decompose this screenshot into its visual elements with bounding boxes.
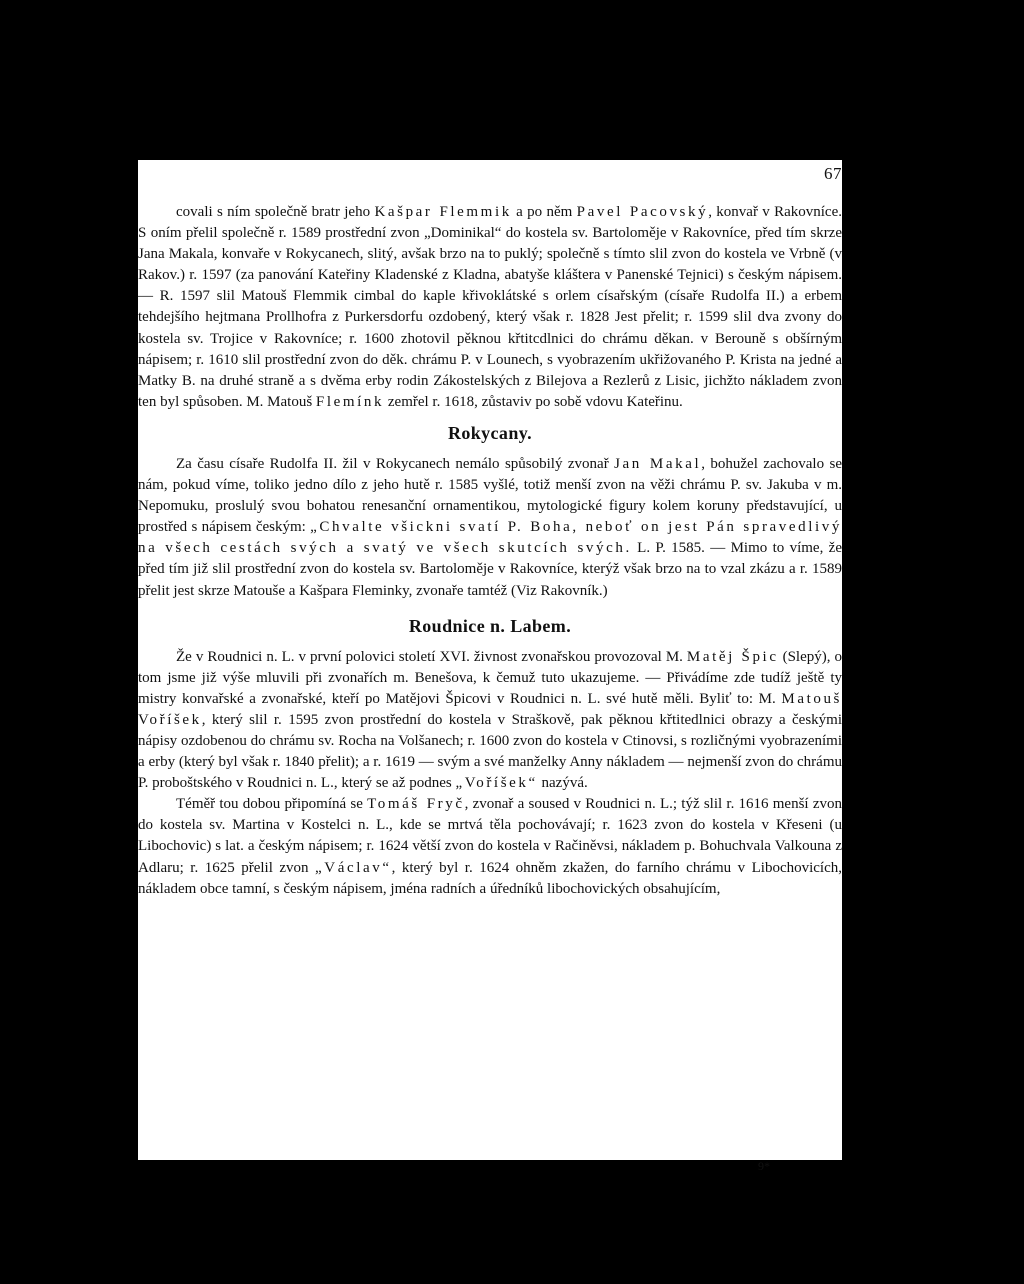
- signature-mark: 9*: [758, 1159, 770, 1173]
- text-run: , který byl r. 1624 ohněm zkažen, do farního chrámu v Libochovicích, nákladem obce tamní, s českým nápisem, jména radních a úředníků libochovických obsahujícím,: [138, 859, 842, 897]
- spaced-name: Flemínk: [315, 393, 385, 410]
- text-run: nazývá.: [537, 775, 588, 792]
- text-run: a po něm: [511, 204, 577, 220]
- text-run: Téměř tou dobou připomíná se: [176, 796, 368, 813]
- spaced-name: Kašpar Flemmik: [374, 204, 512, 220]
- text-run: Že v Roudnici n. L. v první polovici století XVI. živnost zvonařskou provozoval M.: [176, 648, 687, 665]
- spaced-name: „Voříšek“: [455, 775, 538, 792]
- heading-rokycany: Rokycany.: [447, 422, 533, 443]
- page-number: 67: [824, 164, 842, 183]
- text-run: L. P. 1585. — Mimo to víme, že před tím již slil prostřední zvon do kostela sv. Bartoloměje v Rakovníce, kterýž však brzo na to vzal zkázu a r. 1589 přelit jest skrze Matouše a Kašpara Fleminky, zvonaře tamtéž (Viz Rakovník.): [138, 540, 842, 599]
- document-page: [138, 160, 843, 1173]
- text-run: covali s ním společně bratr jeho: [176, 204, 375, 220]
- text-run: (Slepý), o tom jsme již výše mluvili při zvonařích m. Benešova, k čemuž tuto ukazujeme. — Přivádíme zde tudíž ještě ty mistry konvařské a zvonařské, kteří po Matějovi Špicovi v Roudnici n. L. své hutě měli. Byliť to: M.: [138, 648, 842, 707]
- spaced-name: Jan Makal: [614, 455, 702, 472]
- spaced-name: Pavel Pacovský: [576, 204, 709, 220]
- spaced-name: Matěj Špic: [686, 648, 779, 665]
- text-run: zemřel r. 1618, zůstaviv po sobě vdovu Kateřinu.: [384, 393, 683, 410]
- text-run: Za času císaře Rudolfa II. žil v Rokycanech nemálo spůsobilý zvonař: [176, 455, 615, 472]
- heading-roudnice: Roudnice n. Labem.: [408, 615, 572, 636]
- paragraph-rokycany: [138, 454, 842, 602]
- spaced-name: „Chvalte všickni svatí P. Boha, neboť on jest Pán spravedlivý na všech cestách svých a svatý ve všech skutcích svých.: [138, 519, 843, 557]
- document-body: [138, 202, 842, 900]
- paragraph-rakovnik-continued: [138, 202, 842, 413]
- paragraph-roudnice-2: [138, 794, 842, 899]
- text-run: , bohužel zachovalo se nám, pokud víme, toliko jedno dílo z jeho hutě r. 1585 vyšlé, totiž menší zvon na věži chrámu P. sv. Jakuba v m. Nepomuku, proslulý svou bohatou renesanční ornamentikou, mytologické figury kolem koruny představující, u prostřed s nápisem českým:: [138, 455, 842, 536]
- text-run: , který slil r. 1595 zvon prostřední do kostela v Straškově, pak pěknou křtitedlnici obrazy a českými nápisy ozdobenou do chrámu sv. Rocha na Volšanech; r. 1600 zvon do kostela v Ctinovsi, s rozličnými vyobrazeními a erby (který byl však r. 1840 přelit); a r. 1619 — svým a své manželky Anny nákladem — nejmenší zvon do chrámu P. proboštského v Roudnici n. L., který se až podnes: [138, 711, 842, 792]
- text-run: , zvonař a soused v Roudnici n. L.; týž slil r. 1616 menší zvon do kostela sv. Martina v Kostelci n. L., kde se mrtvá těla pochovávají; r. 1623 zvon do kostela v Křeseni (u Libochovic) s lat. a českým nápisem; r. 1624 větší zvon do kostela v Račiněvsi, nákladem p. Bohuchvala Valkouna z Adlaru; r. 1625 přelil zvon: [138, 796, 842, 876]
- text-run: , konvař v Rakovníce. S oním přelil společně r. 1589 prostřední zvon „Dominikal“ do kostela sv. Bartoloměje v Rakovníce, před tím skrze Jana Makala, konvaře v Rokycanech, slitý, avšak brzo na to puklý; společně s tímto slil zvon do kostela ve Vrbně (v Rakov.) r. 1597 (za panování Kateřiny Kladenské z Kladna, abatyše kláštera v Panenské Tejnici) s českým nápisem. — R. 1597 slil Matouš Flemmik cimbal do kaple křivoklátské s orlem císařským (císaře Rudolfa II.) a erbem tehdejšího hejtmana Prollhofra z Purkersdorfu ozdobený, který však r. 1828 Jest přelit; r. 1599 slil dva zvony do kostela sv. Trojice v Rakovníce; r. 1600 zhotovil pěknou křtitcdlnici do chrámu děkan. v Berouně s obšírným nápisem; r. 1610 slil prostřední zvon do děk. chrámu P. v Lounech, s vyobrazením ukřižovaného P. Krista na jedné a Matky B. na druhé straně a s dvěma erby rodin Zákostelských z Bilejova a Rezlerů z Lisic, jichžto nákladem zvon ten byl spůsoben. M. Matouš: [138, 204, 842, 410]
- paragraph-roudnice-1: [138, 647, 842, 795]
- spaced-name: Tomáš Fryč: [367, 796, 465, 813]
- spaced-name: Matouš Voříšek: [138, 690, 842, 728]
- spaced-name: „Václav“: [315, 859, 392, 876]
